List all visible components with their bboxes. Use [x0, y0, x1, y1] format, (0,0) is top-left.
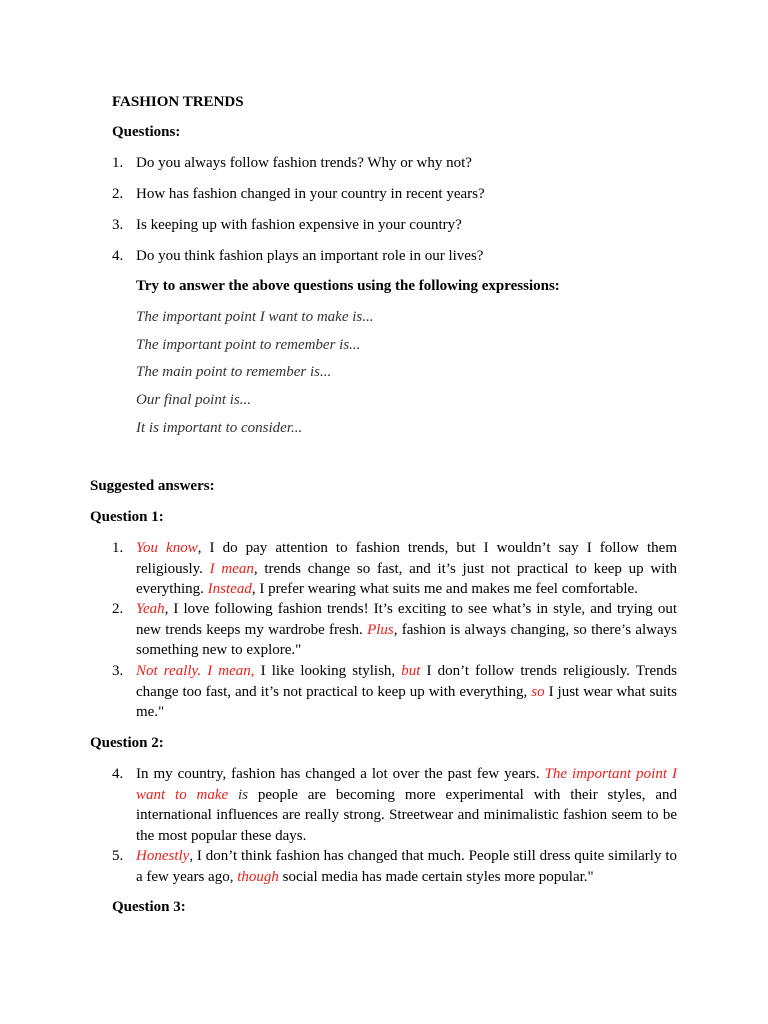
answer-item	[136, 661, 677, 723]
answer-text: , trends change so fast, and it’s just not practical to keep up with everything.	[136, 560, 678, 597]
question-item: Do you think fashion plays an important role in our lives?	[136, 248, 484, 264]
expression-item: The main point to remember is...	[136, 364, 332, 380]
answer-number: 5.	[112, 848, 124, 864]
highlighted-expression: I mean	[209, 560, 254, 577]
expression-item: The important point to remember is...	[136, 337, 361, 353]
question-1-heading: Question 1:	[90, 509, 164, 525]
question-item: Do you always follow fashion trends? Why or why not?	[136, 155, 472, 171]
highlighted-expression: You know	[136, 540, 198, 556]
answer-text: , I do pay attention to fashion trends, but I wouldn’t say I follow them religiously.	[136, 540, 677, 577]
question-item: How has fashion changed in your country in recent years?	[136, 186, 485, 202]
answer-text: In my country, fashion has changed a lot over the past few years.	[136, 766, 545, 782]
highlighted-expression: though	[237, 868, 279, 885]
highlighted-expression: Not really. I mean,	[136, 663, 255, 679]
answer-text: I like looking stylish,	[254, 663, 402, 679]
highlighted-expression: Honestly	[136, 848, 190, 864]
questions-heading: Questions:	[112, 124, 181, 140]
answer-text: social media has made certain styles more popular."	[278, 868, 594, 885]
suggested-answers-heading: Suggested answers:	[90, 478, 215, 494]
highlighted-expression: Plus	[367, 621, 394, 638]
question-2-heading: Question 2:	[90, 735, 164, 751]
instruction-text: Try to answer the above questions using the following expressions:	[136, 278, 560, 294]
question-number: 3.	[112, 217, 124, 233]
answer-number: 1.	[112, 540, 124, 556]
answer-number: 4.	[112, 766, 124, 782]
answer-text: is	[228, 786, 249, 803]
question-number: 4.	[112, 248, 124, 264]
answer-item	[136, 846, 677, 887]
question-3-heading: Question 3:	[112, 899, 186, 915]
answer-text: people are becoming more experimental with their styles, and international influences are really strong. Streetwear and minimalistic fashion seem to be the most popular these days.	[136, 786, 677, 844]
expression-item: Our final point is...	[136, 392, 252, 408]
answer-text: , fashion is always changing, so there’s always something new to explore."	[136, 621, 677, 658]
highlighted-expression: but	[401, 663, 421, 679]
answer-text: , I don’t think fashion has changed that much. People still dress quite similarly to a few years ago,	[136, 848, 677, 885]
answer-item	[136, 764, 677, 846]
question-number: 2.	[112, 186, 124, 202]
highlighted-expression: so	[531, 683, 545, 700]
question-item: Is keeping up with fashion expensive in your country?	[136, 217, 462, 233]
highlighted-expression: The important point I want to make	[136, 766, 677, 803]
question-number: 1.	[112, 155, 124, 171]
answer-text: I just wear what suits me."	[136, 683, 677, 720]
highlighted-expression: Yeah	[136, 601, 165, 617]
document-title: FASHION TRENDS	[112, 94, 244, 110]
answer-number: 2.	[112, 601, 124, 617]
expression-item: It is important to consider...	[136, 420, 303, 436]
highlighted-expression: Instead	[207, 581, 252, 597]
answer-item	[136, 599, 677, 661]
answer-text: , I love following fashion trends! It’s exciting to see what’s in style, and trying out new trends keeps my wardrobe fresh.	[136, 601, 677, 638]
answer-number: 3.	[112, 663, 124, 679]
answer-text: , I prefer wearing what suits me and makes me feel comfortable.	[251, 581, 638, 597]
answer-item	[136, 538, 677, 600]
expression-item: The important point I want to make is...	[136, 309, 374, 325]
answer-text: I don’t follow trends religiously. Trends change too fast, and it’s not practical to keep up with everything,	[136, 663, 677, 700]
